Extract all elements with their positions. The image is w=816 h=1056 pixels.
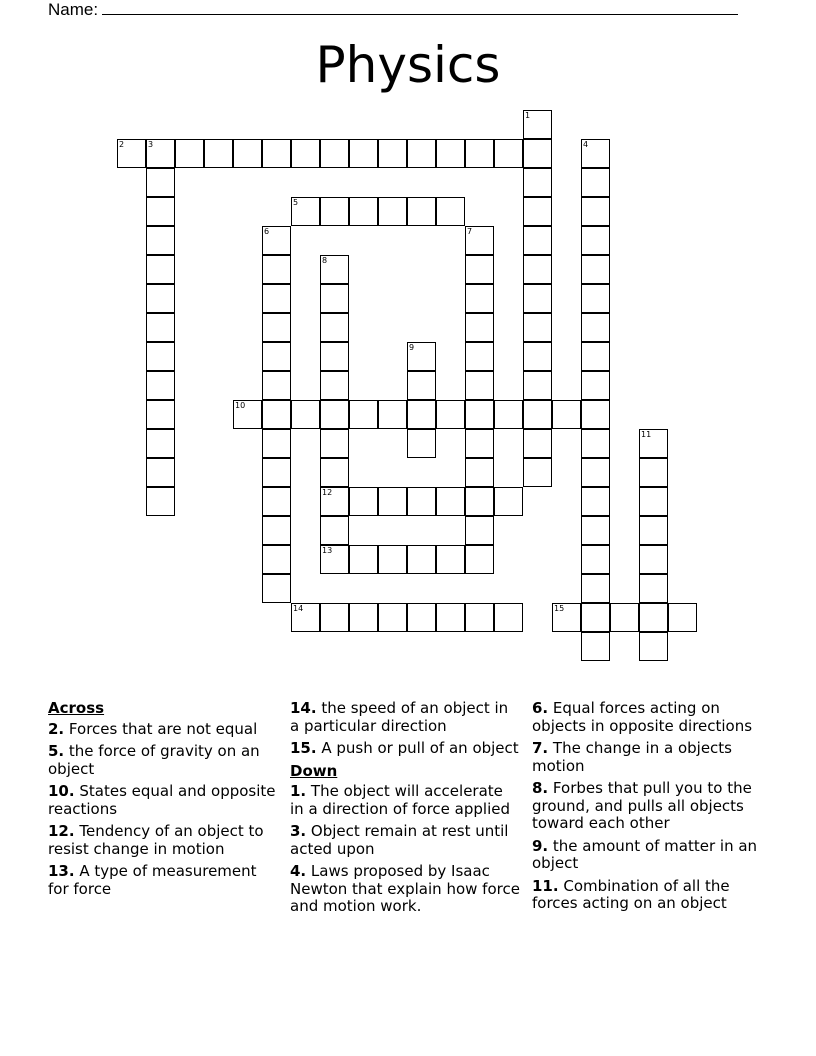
grid-cell[interactable]	[407, 487, 436, 516]
grid-cell[interactable]	[146, 255, 175, 284]
grid-cell[interactable]	[320, 429, 349, 458]
grid-cell[interactable]	[465, 545, 494, 574]
grid-cell[interactable]	[465, 226, 494, 255]
grid-cell[interactable]	[320, 139, 349, 168]
grid-cell[interactable]	[262, 458, 291, 487]
clue-number: 14	[293, 604, 304, 613]
grid-cell[interactable]	[494, 487, 523, 516]
grid-cell[interactable]	[320, 284, 349, 313]
clue-across-15: 15. A push or pull of an object	[290, 739, 519, 757]
grid-cell[interactable]	[436, 139, 465, 168]
grid-cell[interactable]	[465, 603, 494, 632]
grid-cell[interactable]	[262, 400, 291, 429]
grid-cell[interactable]	[581, 255, 610, 284]
grid-cell[interactable]	[436, 197, 465, 226]
grid-cell[interactable]	[175, 139, 204, 168]
grid-cell[interactable]	[523, 139, 552, 168]
grid-cell[interactable]	[378, 400, 407, 429]
grid-cell[interactable]	[523, 342, 552, 371]
clue-number: 12	[322, 488, 333, 497]
grid-cell[interactable]	[581, 516, 610, 545]
grid-cell[interactable]	[146, 458, 175, 487]
clue-number: 15	[554, 604, 565, 613]
grid-cell[interactable]	[465, 313, 494, 342]
grid-cell[interactable]	[581, 429, 610, 458]
grid-cell[interactable]	[146, 197, 175, 226]
grid-cell[interactable]	[407, 429, 436, 458]
grid-cell[interactable]	[581, 197, 610, 226]
grid-cell[interactable]	[378, 545, 407, 574]
clue-across-14: 14. the speed of an object in a particular direction	[290, 699, 509, 735]
grid-cell[interactable]	[436, 487, 465, 516]
grid-cell[interactable]	[581, 632, 610, 661]
page-title: Physics	[315, 36, 501, 94]
grid-cell[interactable]	[349, 400, 378, 429]
grid-cell[interactable]	[407, 400, 436, 429]
clue-across-13: 13. A type of measurement for force	[48, 862, 257, 898]
clue-number: 6	[264, 227, 270, 236]
grid-cell[interactable]	[465, 429, 494, 458]
clue-number: 1	[525, 111, 531, 120]
clue-down-4: 4. Laws proposed by Isaac Newton that explain how force and motion work.	[290, 862, 520, 915]
grid-cell[interactable]	[204, 139, 233, 168]
grid-cell[interactable]	[233, 139, 262, 168]
name-label: Name:	[48, 0, 99, 19]
grid-cell[interactable]	[146, 168, 175, 197]
grid-cell[interactable]	[320, 371, 349, 400]
grid-cell[interactable]	[262, 487, 291, 516]
grid-cell[interactable]	[407, 545, 436, 574]
grid-cell[interactable]	[610, 603, 639, 632]
grid-cell[interactable]	[320, 603, 349, 632]
clue-column-3	[532, 700, 762, 918]
clue-column-1	[48, 700, 278, 903]
grid-cell[interactable]	[523, 168, 552, 197]
grid-cell[interactable]	[320, 516, 349, 545]
grid-cell[interactable]	[320, 342, 349, 371]
grid-cell[interactable]	[523, 371, 552, 400]
grid-cell[interactable]	[523, 429, 552, 458]
grid-cell[interactable]	[233, 400, 262, 429]
grid-cell[interactable]	[320, 545, 349, 574]
grid-cell[interactable]	[581, 139, 610, 168]
grid-cell[interactable]	[262, 284, 291, 313]
grid-cell[interactable]	[465, 371, 494, 400]
grid-cell[interactable]	[523, 110, 552, 139]
grid-cell[interactable]	[581, 284, 610, 313]
grid-cell[interactable]	[349, 139, 378, 168]
grid-cell[interactable]	[581, 313, 610, 342]
grid-cell[interactable]	[581, 545, 610, 574]
grid-cell[interactable]	[407, 342, 436, 371]
grid-cell[interactable]	[349, 197, 378, 226]
grid-cell[interactable]	[581, 226, 610, 255]
grid-cell[interactable]	[349, 545, 378, 574]
grid-cell[interactable]	[146, 429, 175, 458]
grid-cell[interactable]	[639, 458, 668, 487]
clue-number: 10	[235, 401, 246, 410]
grid-cell[interactable]	[146, 284, 175, 313]
grid-cell[interactable]	[320, 255, 349, 284]
grid-cell[interactable]	[378, 139, 407, 168]
grid-cell[interactable]	[262, 516, 291, 545]
grid-cell[interactable]	[465, 342, 494, 371]
grid-cell[interactable]	[581, 400, 610, 429]
clue-across-12: 12. Tendency of an object to resist change in motion	[48, 822, 264, 858]
grid-cell[interactable]	[262, 545, 291, 574]
grid-cell[interactable]	[262, 139, 291, 168]
grid-cell[interactable]	[378, 487, 407, 516]
clue-number: 9	[409, 343, 415, 352]
grid-cell[interactable]	[146, 400, 175, 429]
grid-cell[interactable]	[378, 197, 407, 226]
grid-cell[interactable]	[639, 603, 668, 632]
grid-cell[interactable]	[668, 603, 697, 632]
grid-cell[interactable]	[262, 226, 291, 255]
clue-number: 3	[148, 140, 154, 149]
grid-cell[interactable]	[523, 226, 552, 255]
clue-down-7: 7. The change in a objects motion	[532, 739, 732, 775]
grid-cell[interactable]	[262, 371, 291, 400]
grid-cell[interactable]	[262, 429, 291, 458]
grid-cell[interactable]	[436, 603, 465, 632]
grid-cell[interactable]	[407, 603, 436, 632]
grid-cell[interactable]	[581, 168, 610, 197]
grid-cell[interactable]	[436, 545, 465, 574]
clue-number: 2	[119, 140, 125, 149]
grid-cell[interactable]	[320, 313, 349, 342]
grid-cell[interactable]	[117, 139, 146, 168]
grid-cell[interactable]	[523, 313, 552, 342]
grid-cell[interactable]	[465, 516, 494, 545]
clue-column-2	[290, 700, 520, 921]
clue-down-8: 8. Forbes that pull you to the ground, and pulls all objects toward each other	[532, 779, 752, 832]
grid-cell[interactable]	[465, 255, 494, 284]
grid-cell[interactable]	[465, 139, 494, 168]
clue-down-11: 11. Combination of all the forces acting on an object	[532, 876, 730, 912]
grid-cell[interactable]	[494, 400, 523, 429]
grid-cell[interactable]	[436, 400, 465, 429]
grid-cell[interactable]	[407, 197, 436, 226]
grid-cell[interactable]	[349, 603, 378, 632]
grid-cell[interactable]	[378, 603, 407, 632]
grid-cell[interactable]	[146, 371, 175, 400]
grid-cell[interactable]	[465, 400, 494, 429]
grid-cell[interactable]	[262, 255, 291, 284]
grid-cell[interactable]	[291, 400, 320, 429]
grid-cell[interactable]	[320, 197, 349, 226]
grid-cell[interactable]	[581, 574, 610, 603]
grid-cell[interactable]	[146, 139, 175, 168]
grid-cell[interactable]	[146, 226, 175, 255]
grid-cell[interactable]	[523, 400, 552, 429]
clue-across-10: 10. States equal and opposite reactions	[48, 782, 276, 818]
grid-cell[interactable]	[465, 458, 494, 487]
grid-cell[interactable]	[320, 458, 349, 487]
grid-cell[interactable]	[552, 400, 581, 429]
grid-cell[interactable]	[320, 400, 349, 429]
grid-cell[interactable]	[639, 545, 668, 574]
across-heading: Across	[48, 699, 105, 717]
clue-across-2: 2. Forces that are not equal	[48, 719, 258, 738]
clue-number: 7	[467, 227, 473, 236]
grid-cell[interactable]	[262, 574, 291, 603]
grid-cell[interactable]	[291, 197, 320, 226]
clue-number: 11	[641, 430, 652, 439]
clue-number: 8	[322, 256, 328, 265]
grid-cell[interactable]	[639, 487, 668, 516]
grid-cell[interactable]	[146, 313, 175, 342]
grid-cell[interactable]	[581, 371, 610, 400]
grid-cell[interactable]	[581, 603, 610, 632]
grid-cell[interactable]	[494, 139, 523, 168]
grid-cell[interactable]	[291, 139, 320, 168]
grid-cell[interactable]	[639, 429, 668, 458]
clue-number: 13	[322, 546, 333, 555]
grid-cell[interactable]	[552, 603, 581, 632]
grid-cell[interactable]	[581, 458, 610, 487]
grid-cell[interactable]	[407, 371, 436, 400]
grid-cell[interactable]	[581, 342, 610, 371]
grid-cell[interactable]	[639, 516, 668, 545]
grid-cell[interactable]	[523, 255, 552, 284]
down-heading: Down	[290, 761, 338, 780]
grid-cell[interactable]	[639, 632, 668, 661]
grid-cell[interactable]	[523, 284, 552, 313]
clue-down-3: 3. Object remain at rest until acted upon	[290, 822, 509, 858]
grid-cell[interactable]	[581, 487, 610, 516]
grid-cell[interactable]	[407, 139, 436, 168]
grid-cell[interactable]	[465, 487, 494, 516]
grid-cell[interactable]	[320, 487, 349, 516]
clue-number: 4	[583, 140, 589, 149]
grid-cell[interactable]	[262, 313, 291, 342]
grid-cell[interactable]	[146, 342, 175, 371]
clue-number: 5	[293, 198, 299, 207]
clue-down-1: 1. The object will accelerate in a direction of force applied	[290, 782, 510, 818]
grid-cell[interactable]	[291, 603, 320, 632]
grid-cell[interactable]	[349, 487, 378, 516]
clue-across-5: 5. the force of gravity on an object	[48, 742, 260, 778]
clue-down-6: 6. Equal forces acting on objects in opposite directions	[532, 699, 753, 735]
grid-cell[interactable]	[639, 574, 668, 603]
grid-cell[interactable]	[494, 603, 523, 632]
grid-cell[interactable]	[465, 284, 494, 313]
grid-cell[interactable]	[146, 487, 175, 516]
grid-cell[interactable]	[523, 197, 552, 226]
grid-cell[interactable]	[262, 342, 291, 371]
grid-cell[interactable]	[523, 458, 552, 487]
clue-down-9: 9. the amount of matter in an object	[532, 836, 758, 872]
